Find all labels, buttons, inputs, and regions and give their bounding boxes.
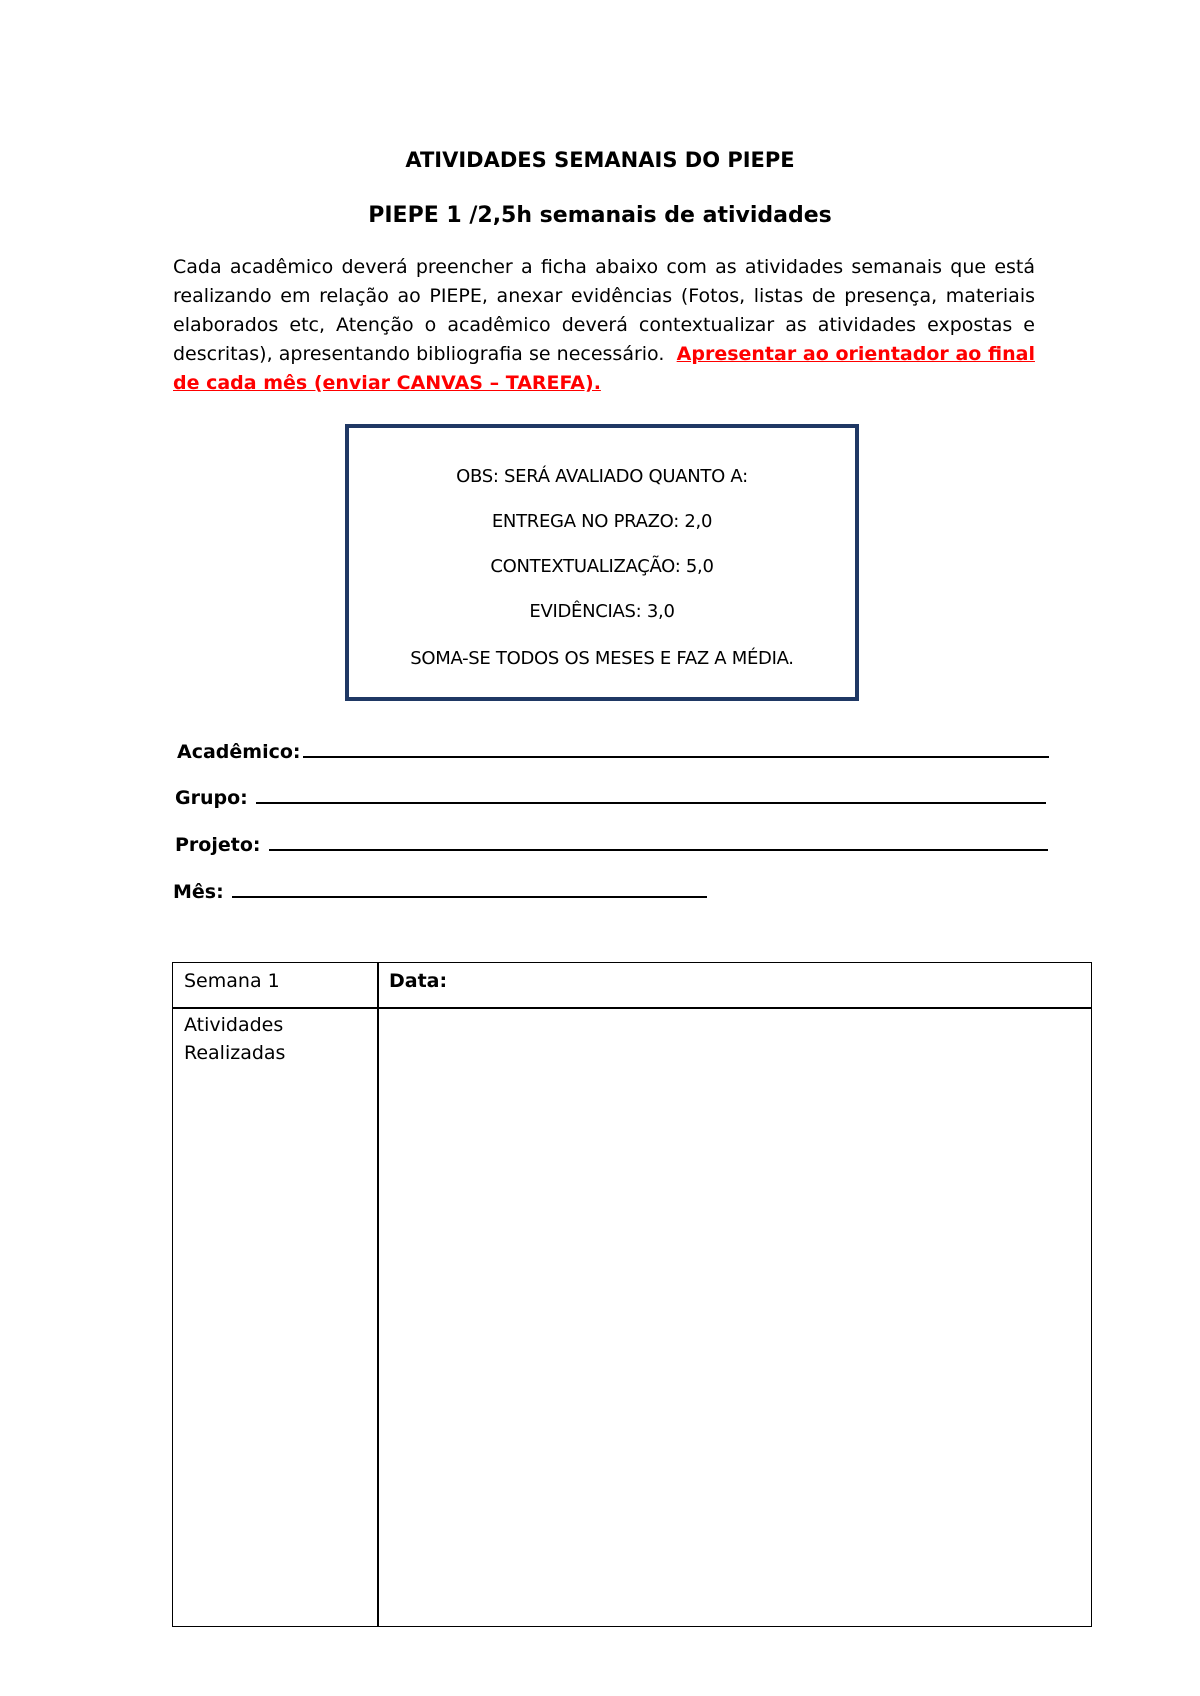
field-projeto-line[interactable]	[269, 831, 1048, 851]
field-academico-label: Acadêmico:	[177, 741, 301, 763]
field-academico	[177, 738, 1049, 763]
intro-text: Cada acadêmico deverá preencher a ficha abaixo com as atividades semanais que está realizando em relação ao PIEPE, anexar evidências (Fotos, listas de presença, materiais elaborados etc, Atenção o acadêmico deverá contextualizar as atividades expostas e descritas), apresentando bibliografia se necessário.	[173, 256, 1035, 365]
activities-entry-area[interactable]	[379, 1009, 1091, 1626]
activities-label-line2: Realizadas	[184, 1042, 286, 1064]
field-grupo-line[interactable]	[256, 784, 1046, 804]
field-mes	[173, 878, 707, 903]
obs-heading: OBS: SERÁ AVALIADO QUANTO A:	[456, 466, 748, 487]
obs-criterion-context: CONTEXTUALIZAÇÃO: 5,0	[490, 556, 714, 577]
intro-paragraph	[173, 253, 1035, 398]
field-mes-line[interactable]	[232, 878, 707, 898]
field-academico-line[interactable]	[303, 738, 1049, 758]
date-label: Data:	[389, 970, 448, 992]
weekly-activities-table	[172, 962, 1092, 1627]
field-grupo	[175, 784, 1046, 809]
obs-criterion-deadline: ENTREGA NO PRAZO: 2,0	[491, 511, 713, 532]
activities-label-line1: Atividades	[184, 1014, 284, 1036]
activities-label	[184, 1011, 285, 1067]
field-mes-label: Mês:	[173, 881, 224, 903]
obs-criterion-evidence: EVIDÊNCIAS: 3,0	[529, 601, 675, 622]
obs-average-note: SOMA-SE TODOS OS MESES E FAZ A MÉDIA.	[410, 648, 794, 669]
document-subtitle: PIEPE 1 /2,5h semanais de atividades	[368, 203, 832, 228]
field-projeto-label: Projeto:	[175, 834, 261, 856]
evaluation-box	[345, 424, 859, 701]
field-projeto	[175, 831, 1048, 856]
document-title: ATIVIDADES SEMANAIS DO PIEPE	[405, 148, 795, 172]
week-label: Semana 1	[184, 970, 280, 992]
field-grupo-label: Grupo:	[175, 787, 248, 809]
intro-highlight: Apresentar ao orientador ao final de cada mês (enviar CANVAS – TAREFA).	[173, 343, 1035, 394]
